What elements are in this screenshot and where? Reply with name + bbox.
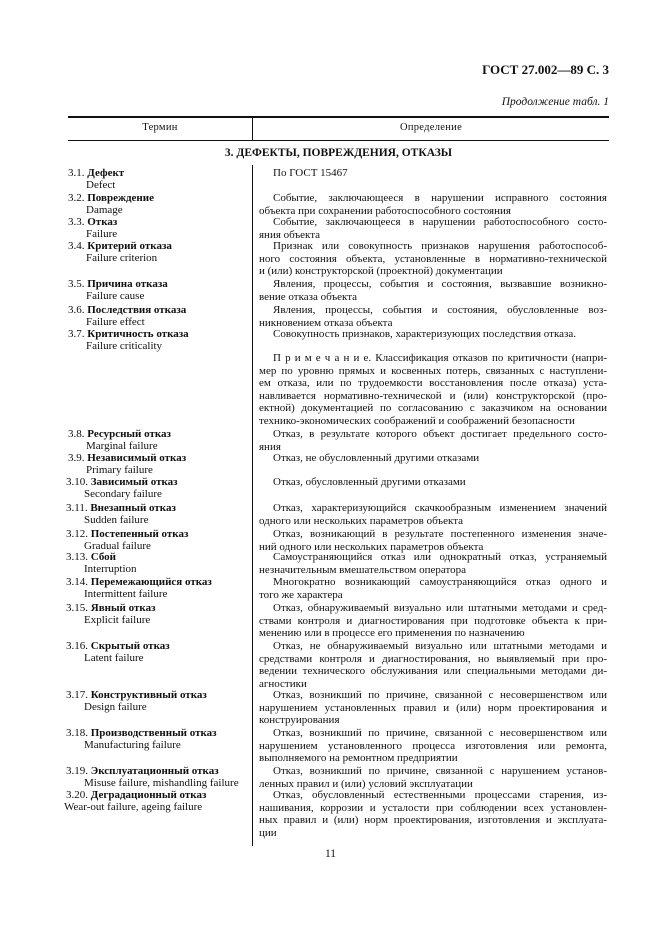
table-top-rule — [68, 116, 609, 118]
term-number: 3.7. — [68, 328, 85, 340]
definition-line: ведении технического обслуживания или специальными методами ди- — [259, 665, 607, 677]
definition-text — [259, 240, 607, 278]
definition-text — [259, 452, 607, 465]
definition-line: Событие, заключающееся в нарушении работоспособного состо- — [273, 216, 607, 228]
definition-line: того же характера — [259, 588, 343, 601]
term-number: 3.13. — [66, 551, 88, 563]
column-divider-body — [252, 165, 253, 846]
term-entry — [68, 167, 124, 191]
term-en: Design failure — [84, 701, 147, 713]
term-en: Sudden failure — [84, 514, 149, 526]
definition-line: ствами контроля и диагностирования при подготовке объекта к при- — [259, 614, 607, 627]
term-ru: Постепенный отказ — [88, 528, 189, 540]
term-ru: Критичность отказа — [84, 328, 189, 340]
definition-line: и (или) конструкторской (проектной) документации — [259, 265, 503, 277]
term-number: 3.10. — [66, 476, 88, 488]
term-number: 3.18. — [66, 727, 88, 739]
term-ru: Ресурсный отказ — [84, 428, 171, 440]
definition-line: вение отказа объекта — [259, 290, 358, 303]
definition-line: Явления, процессы, события и состояния, вызвавшие возникно- — [273, 278, 607, 290]
definition-line: Отказ, возникший по причине, связанной с несовершенством или — [273, 689, 607, 701]
definition-line: навливается нормативно-технической и (или) конструкторской (про- — [259, 389, 607, 402]
definition-line: Отказ, возникший по причине, связанной с нарушением установ- — [273, 765, 607, 777]
definition-line: Самоустраняющийся отказ или однократный отказ, устраняемый — [273, 551, 607, 563]
definition-line: выполняемого на ремонтном предприятии — [259, 752, 458, 764]
definition-text — [259, 551, 607, 576]
term-entry — [68, 304, 186, 328]
definition-line: ний одного или нескольких параметров объекта — [259, 540, 484, 553]
term-en: Explicit failure — [84, 614, 151, 626]
term-en: Failure — [86, 228, 118, 240]
term-en: Misuse failure, mishandling failure — [84, 777, 239, 789]
term-number: 3.20. — [66, 789, 88, 801]
term-en: Marginal failure — [86, 440, 158, 452]
definition-text — [259, 765, 607, 790]
definition-line: По ГОСТ 15467 — [273, 167, 348, 179]
definition-line: агностики — [259, 677, 307, 690]
term-number: 3.12. — [66, 528, 88, 540]
definition-line: Многократно возникающий самоустраняющийся отказ одного и — [273, 576, 607, 588]
term-entry — [68, 240, 172, 264]
definition-line: ного состояния объекта, установленные в нормативно-технической — [259, 252, 607, 265]
definition-text — [259, 789, 607, 839]
term-ru: Дефект — [84, 167, 125, 179]
term-ru: Деградационный отказ — [88, 789, 207, 801]
term-number: 3.5. — [68, 278, 85, 290]
definition-line: Отказ, возникающий в результате постепенного изменения значе- — [273, 528, 607, 540]
definition-line: ных правил и (или) норм проектирования, изготовления и эксплуата- — [259, 814, 607, 826]
term-entry — [66, 551, 137, 575]
term-en: Failure criterion — [86, 252, 158, 264]
definition-text — [259, 528, 607, 553]
term-en: Intermittent failure — [84, 588, 168, 600]
term-entry — [68, 328, 189, 352]
definition-line: Отказ, обусловленный естественными процессами старения, из- — [273, 789, 607, 801]
term-number: 3.19. — [66, 765, 88, 777]
definition-note — [259, 352, 607, 427]
definition-text — [259, 727, 607, 765]
term-number: 3.11. — [66, 502, 88, 514]
definition-line: объекта при сохранении работоспособного состояния — [259, 204, 511, 217]
definition-line: яния — [259, 440, 281, 453]
definition-line: ленных правил и (или) условий эксплуатации — [259, 777, 473, 790]
definition-line: одного или нескольких параметров объекта — [259, 514, 464, 527]
term-entry — [66, 502, 176, 526]
definition-line: Отказ, характеризующийся скачкообразным изменением значений — [273, 502, 607, 514]
term-number: 3.1. — [68, 167, 85, 179]
term-en: Interruption — [84, 563, 137, 575]
term-entry — [68, 278, 168, 302]
definition-text — [259, 502, 607, 527]
term-entry — [68, 428, 171, 452]
definition-line: конструирования — [259, 714, 340, 726]
term-entry — [66, 476, 178, 500]
term-entry — [68, 452, 186, 476]
term-number: 3.3. — [68, 216, 85, 228]
term-number: 3.16. — [66, 640, 88, 652]
definition-line: Отказ, не обусловленный другими отказами — [273, 452, 480, 464]
term-ru: Внезапный отказ — [87, 502, 176, 514]
definition-text — [259, 576, 607, 601]
definition-line: Отказ, не обнаруживаемый визуально или штатными методами и — [273, 640, 607, 652]
term-en: Secondary failure — [84, 488, 162, 500]
definition-line: ем отказа, или по трудоемкости восстановления после отказа) уста- — [259, 377, 607, 389]
term-entry — [66, 576, 212, 600]
term-ru: Эксплуатационный отказ — [88, 765, 219, 777]
definition-line: незначительным вмешательством оператора — [259, 563, 467, 576]
definition-text — [259, 428, 607, 453]
term-ru: Перемежающийся отказ — [88, 576, 212, 588]
term-ru: Причина отказа — [84, 278, 168, 290]
column-header-definition: Определение — [399, 122, 463, 133]
column-header-term: Термин — [142, 122, 178, 133]
term-en: Damage — [86, 204, 123, 216]
definition-line: Явления, процессы, события и состояния, обусловленные воз- — [273, 304, 607, 316]
term-en: Defect — [86, 179, 116, 191]
definition-line: нашивания, коррозии и усталости при соблюдении всех установлен- — [259, 801, 607, 814]
term-entry — [66, 689, 207, 713]
term-ru: Явный отказ — [88, 602, 156, 614]
term-entry — [66, 528, 188, 552]
definition-line: технико-экономических соображений и соображений безопасности — [259, 414, 575, 427]
term-ru: Независимый отказ — [84, 452, 187, 464]
term-ru: Отказ — [84, 216, 118, 228]
term-en: Manufacturing failure — [84, 739, 181, 751]
term-number: 3.9. — [68, 452, 85, 464]
term-en: Primary failure — [86, 464, 153, 476]
term-number: 3.14. — [66, 576, 88, 588]
definition-line: Отказ, возникший по причине, связанной с несовершенством или — [273, 727, 607, 739]
term-entry — [66, 640, 170, 664]
definition-line: мер по уровню прямых и косвенных потерь, связанных с наступлени- — [259, 364, 607, 377]
definition-line: Признак или совокупность признаков нарушения работоспособ- — [273, 240, 607, 252]
definition-text — [259, 476, 607, 489]
definition-line: ектной) документацией по согласованию с заказчиком на основании — [259, 402, 607, 414]
term-entry — [68, 216, 117, 240]
page-number: 11 — [324, 848, 337, 860]
section-title: 3. ДЕФЕКТЫ, ПОВРЕЖДЕНИЯ, ОТКАЗЫ — [224, 147, 453, 159]
definition-line: Событие, заключающееся в нарушении исправного состояния — [273, 192, 607, 204]
definition-line: средствами контроля и диагностирования, но выявляемый при про- — [259, 652, 607, 665]
definition-line: ции — [259, 826, 277, 839]
definition-text — [259, 328, 607, 341]
term-entry — [66, 727, 217, 751]
term-ru: Конструктивный отказ — [88, 689, 207, 701]
table-header-rule — [68, 140, 609, 141]
term-number: 3.8. — [68, 428, 85, 440]
term-en: Latent failure — [84, 652, 144, 664]
term-ru: Зависимый отказ — [88, 476, 178, 488]
term-en: Failure cause — [86, 290, 145, 302]
definition-text — [259, 216, 607, 241]
definition-text — [259, 304, 607, 329]
term-en: Gradual failure — [84, 540, 151, 552]
table-continuation-label: Продолжение табл. 1 — [501, 96, 609, 108]
definition-line: нарушением установленного процесса изготовления или ремонта, — [259, 739, 607, 752]
definition-text — [259, 192, 607, 217]
term-ru: Производственный отказ — [88, 727, 217, 739]
term-number: 3.6. — [68, 304, 85, 316]
definition-line: Совокупность признаков, характеризующих последствия отказа. — [273, 328, 576, 340]
definition-line: менению или в процессе его применения по назначению — [259, 627, 525, 639]
term-entry — [66, 765, 239, 789]
definition-text — [259, 689, 607, 727]
definition-text — [259, 278, 607, 303]
definition-text — [259, 640, 607, 690]
term-entry — [66, 602, 156, 626]
definition-line: нарушением установленных правил и (или) норм проектирования и — [259, 701, 607, 714]
definition-line: яния объекта — [259, 228, 321, 241]
term-ru: Последствия отказа — [84, 304, 187, 316]
term-ru: Критерий отказа — [84, 240, 172, 252]
term-number: 3.15. — [66, 602, 88, 614]
definition-line: Отказ, обнаруживаемый визуально или штатными методами и сред- — [273, 602, 607, 614]
term-entry — [68, 192, 154, 216]
definition-line: Отказ, в результате которого объект достигает предельного состо- — [273, 428, 607, 440]
term-en: Failure criticality — [86, 340, 163, 352]
term-en: Wear-out failure, ageing failure — [64, 801, 203, 813]
term-entry — [66, 789, 206, 813]
term-number: 3.17. — [66, 689, 88, 701]
term-ru: Скрытый отказ — [88, 640, 170, 652]
term-en: Failure effect — [86, 316, 145, 328]
document-header: ГОСТ 27.002—89 С. 3 — [482, 62, 609, 77]
term-number: 3.4. — [68, 240, 85, 252]
definition-line: Отказ, обусловленный другими отказами — [273, 476, 466, 488]
term-number: 3.2. — [68, 192, 85, 204]
definition-text — [259, 167, 607, 180]
definition-line: никновением отказа объекта — [259, 316, 393, 329]
term-ru: Сбой — [88, 551, 117, 563]
definition-line: П р и м е ч а н и е. Классификация отказов по критичности (напри- — [273, 352, 607, 364]
term-ru: Повреждение — [84, 192, 154, 204]
definition-text — [259, 602, 607, 640]
